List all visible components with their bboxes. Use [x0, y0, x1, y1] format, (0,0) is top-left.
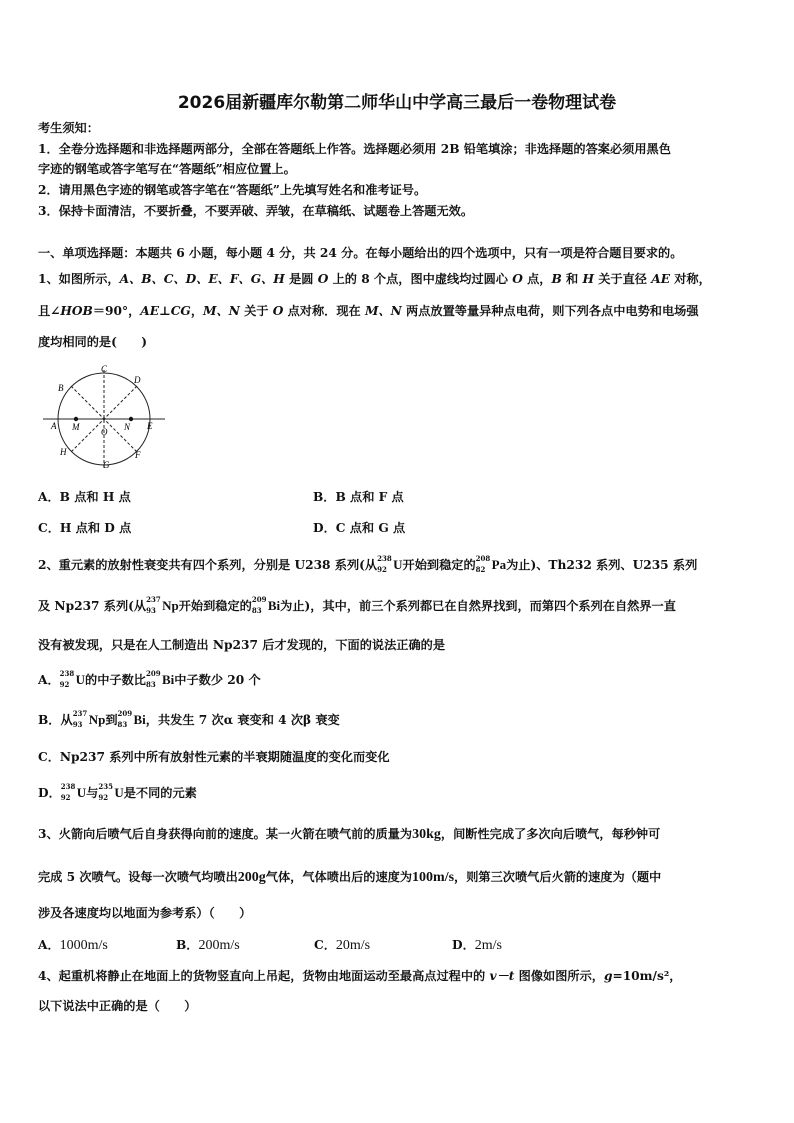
q4-line-2: 以下说法中正确的是（ ） — [38, 999, 197, 1013]
isotope-u238: 238 92 — [60, 781, 76, 802]
q1-option-a[interactable]: A．B 点和 H 点 — [38, 490, 131, 504]
label-e: E — [147, 421, 153, 431]
q3-line-1: 3、火箭向后喷气后自身获得向前的速度。某一火箭在喷气前的质量为30kg，间断性完成了多次向后喷气，每秒钟可 — [38, 827, 661, 842]
q2-option-b[interactable]: B．从 237 93 Np到 209 83 Bi，共发生 7 次α 衰变和 4 次β 衰变 — [38, 708, 340, 729]
q1-line-3: 度均相同的是( ) — [38, 335, 148, 349]
q2-option-d[interactable]: D． 238 92 U与 235 92 U是不同的元素 — [38, 781, 197, 802]
q2-option-c[interactable]: C．Np237 系列中所有放射性元素的半衰期随温度的变化而变化 — [38, 750, 390, 764]
q3-line-2: 完成 5 次喷气。设每一次喷气均喷出200g气体，气体喷出后的速度为100m/s，则第三次喷气后火箭的速度为（题中 — [38, 870, 662, 885]
q2-line-3: 没有被发现，只是在人工制造出 Np237 后才发现的，下面的说法正确的是 — [38, 638, 446, 652]
label-a: A — [51, 421, 57, 431]
label-m: M — [72, 422, 80, 432]
q3-option-d[interactable]: D．2m/s — [452, 938, 502, 953]
isotope-np237: 237 93 — [146, 594, 161, 615]
label-n: N — [124, 422, 131, 432]
q3-option-b[interactable]: B．200m/s — [176, 938, 240, 953]
notice-item-3: 3．保持卡面清洁，不要折叠，不要弄破、弄皱，在草稿纸、试题卷上答题无效。 — [38, 204, 474, 218]
q1-option-c[interactable]: C．H 点和 D 点 — [38, 521, 132, 535]
isotope-u238: 238 92 — [59, 668, 75, 689]
isotope-u235: 235 92 — [98, 781, 113, 802]
q3-line-3: 涉及各速度均以地面为参考系）（ ） — [38, 906, 252, 920]
label-d: D — [134, 375, 141, 385]
q1-line-1: 1、如图所示，A、B、C、D、E、F、G、H 是圆 O 上的 8 个点，图中虚线均过圆心 O 点，B 和 H 关于直径 AE 对称， — [38, 272, 711, 286]
isotope-u238: 238 92 — [377, 553, 392, 574]
isotope-pa208: 208 82 — [475, 553, 491, 574]
label-h: H — [60, 447, 67, 457]
circle-diagram — [38, 362, 168, 474]
isotope-np237: 237 93 — [72, 708, 88, 729]
charge-m — [74, 417, 78, 421]
isotope-bi209: 209 83 — [251, 594, 267, 615]
q1-option-b[interactable]: B．B 点和 F 点 — [313, 490, 404, 504]
page-title: 2026届新疆库尔勒第二师华山中学高三最后一卷物理试卷 — [177, 93, 617, 113]
isotope-bi209: 209 83 — [117, 708, 133, 729]
label-o: O — [101, 427, 108, 437]
label-f: F — [135, 450, 141, 460]
label-b: B — [58, 383, 64, 393]
charge-n — [129, 417, 133, 421]
q1-line-2: 且∠HOB＝90°，AE⊥CG，M、N 关于 O 点对称．现在 M、N 两点放置等量异种点电荷，则下列各点中电势和电场强 — [38, 304, 699, 318]
label-c: C — [101, 364, 108, 374]
q2-line-2: 及 Np237 系列(从 237 93 Np开始到稳定的 209 83 Bi为止)，其中，前三个系列都已在自然界找到，而第四个系列在自然界一直 — [38, 594, 676, 615]
q1-option-d[interactable]: D．C 点和 G 点 — [313, 521, 406, 535]
notice-item-1-cont: 字迹的钢笔或答字笔写在“答题纸”相应位置上。 — [38, 162, 296, 176]
q4-line-1: 4、起重机将静止在地面上的货物竖直向上吊起，货物由地面运动至最高点过程中的 v－t 图像如图所示，g=10m/s²， — [38, 969, 682, 983]
label-g: G — [103, 460, 110, 470]
section-heading: 一、单项选择题：本题共 6 小题，每小题 4 分，共 24 分。在每小题给出的四个选项中，只有一项是符合题目要求的。 — [38, 246, 683, 260]
q3-option-c[interactable]: C．20m/s — [314, 938, 371, 953]
notice-item-1: 1．全卷分选择题和非选择题两部分，全部在答题纸上作答。选择题必须用 2B 铅笔填涂；非选择题的答案必须用黑色 — [38, 142, 671, 156]
q2-option-a[interactable]: A． 238 92 U的中子数比 209 83 Bi中子数少 20 个 — [38, 668, 261, 689]
isotope-bi209: 209 83 — [145, 668, 161, 689]
q3-option-a[interactable]: A．1000m/s — [38, 938, 108, 953]
notice-item-2: 2．请用黑色字迹的钢笔或答字笔在“答题纸”上先填写姓名和准考证号。 — [38, 183, 427, 197]
notice-heading: 考生须知： — [38, 121, 99, 135]
q2-line-1: 2、重元素的放射性衰变共有四个系列，分别是 U238 系列(从 238 92 U开始到稳定的 208 82 Pa为止)、Th232 系列、U235 系列 — [38, 553, 698, 574]
